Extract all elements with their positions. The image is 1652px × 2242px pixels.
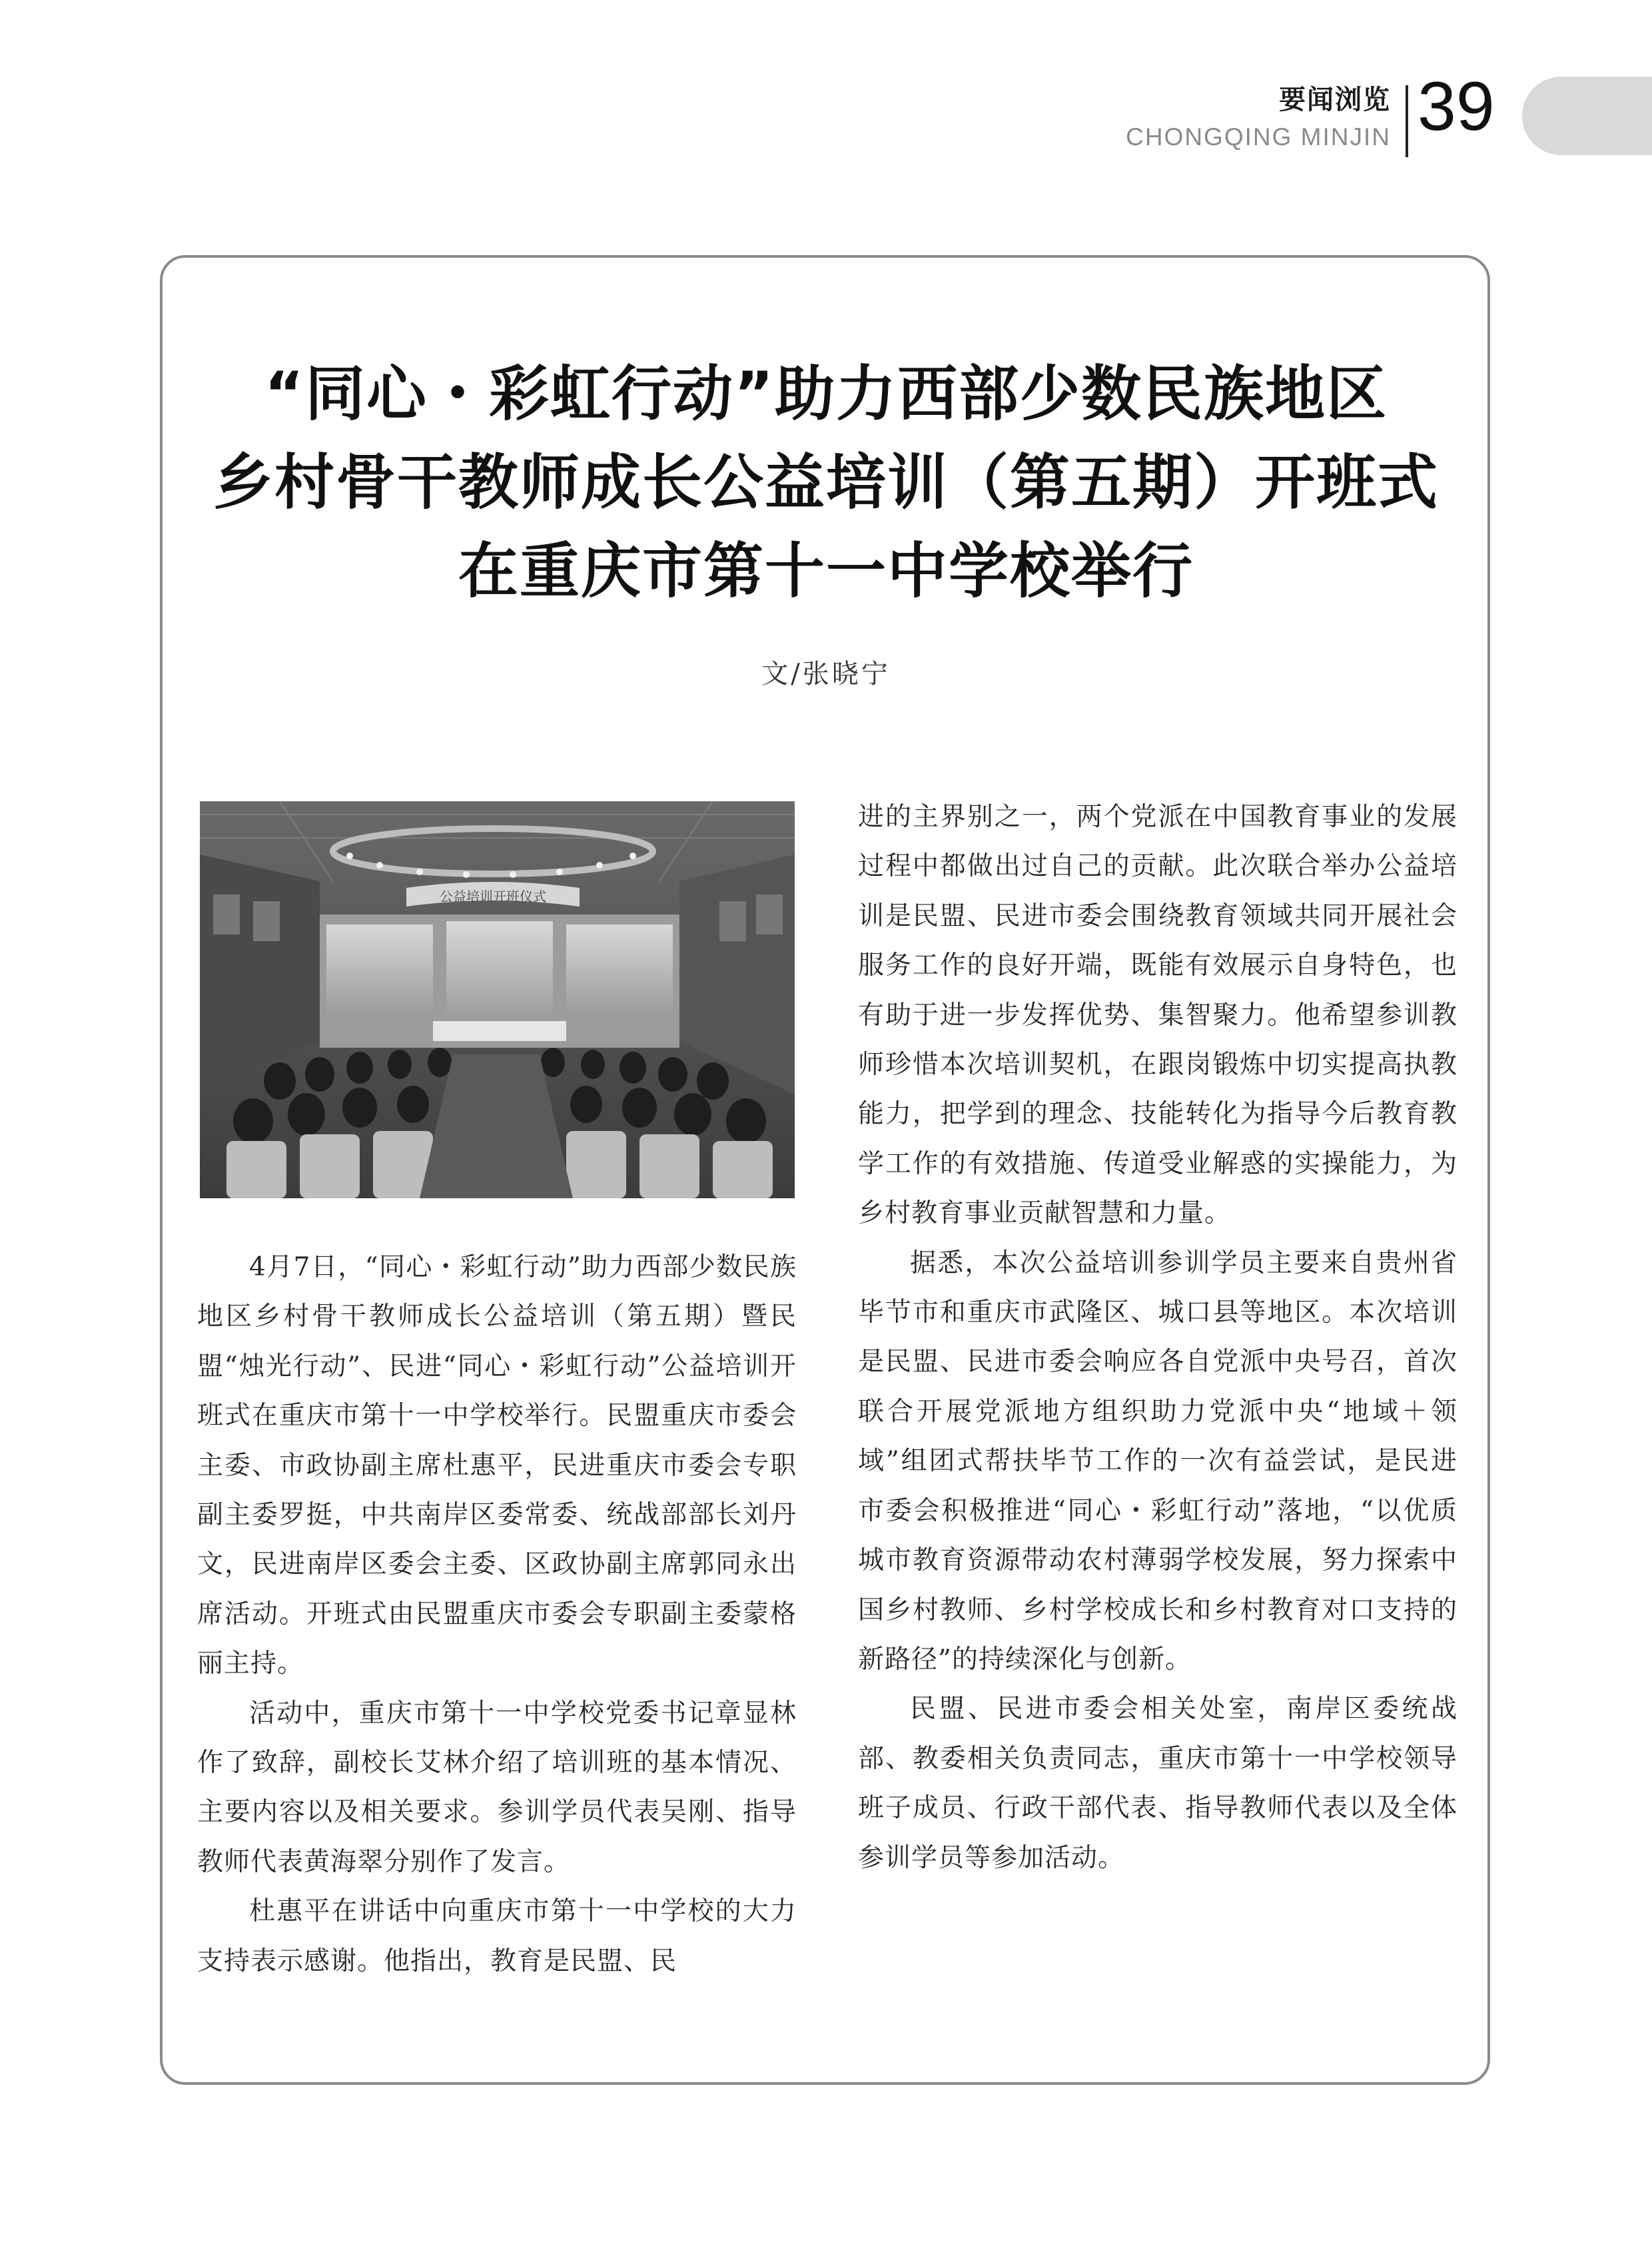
paragraph: 据悉，本次公益培训参训学员主要来自贵州省毕节市和重庆市武隆区、城口县等地区。本次培训是民盟、民进市委会响应各自党派中央号召，首次联合开展党派地方组织助力党派中央“地域＋领域”组团式帮扶毕节工作的一次有益尝试，是民进市委会积极推进“同心・彩虹行动”落地，“以优质城市教育资源带动农村薄弱学校发展，努力探索中国乡村教师、乡村学校成长和乡村教育对口支持的新路径”的持续深化与创新。 (858, 1248, 1457, 1675)
article-title (160, 350, 1492, 615)
title-line-1: “同心・彩虹行动”助力西部少数民族地区 (264, 359, 1388, 429)
title-line-3: 在重庆市第十一中学校举行 (458, 536, 1194, 606)
page-number: 39 (1418, 68, 1495, 145)
paragraph-continued: 进的主界别之一，两个党派在中国教育事业的发展过程中都做出过自己的贡献。此次联合举办公益培训是民盟、民进市委会围绕教育领域共同开展社会服务工作的良好开端，既能有效展示自身特色，也有助于进一步发挥优势、集智聚力。他希望参训教师珍惜本次培训契机，在跟岗锻炼中切实提高执教能力，把学到的理念、技能转化为指导今后教育教学工作的有效措施、传道受业解惑的实操能力，为乡村教育事业贡献智慧和力量。 (858, 802, 1457, 1229)
byline: 文/张晓宁 (761, 659, 891, 689)
header-divider (1406, 85, 1408, 157)
photo-banner-text: 公益培训开班仪式 (440, 889, 546, 905)
article-photo (200, 801, 795, 1198)
paragraph: 杜惠平在讲话中向重庆市第十一中学校的大力支持表示感谢。他指出，教育是民盟、民 (197, 1896, 797, 1976)
section-title: 要闻浏览 (1279, 85, 1391, 115)
right-column (858, 793, 1457, 1883)
paragraph: 4月7日，“同心・彩虹行动”助力西部少数民族地区乡村骨干教师成长公益培训（第五期）暨民盟“烛光行动”、民进“同心・彩虹行动”公益培训开班式在重庆市第十一中学校举行。民盟重庆市委会主委、市政协副主席杜惠平，民进重庆市委会专职副主委罗挺，中共南岸区委常委、统战部部长刘丹文，民进南岸区委会主委、区政协副主席郭同永出席活动。开班式由民盟重庆市委会专职副主委蒙格丽主持。 (197, 1252, 797, 1679)
section-subtitle: CHONGQING MINJIN (1126, 123, 1391, 151)
paragraph: 活动中，重庆市第十一中学校党委书记章显林作了致辞，副校长艾林介绍了培训班的基本情况、主要内容以及相关要求。参训学员代表吴刚、指导教师代表黄海翠分别作了发言。 (197, 1698, 797, 1877)
title-line-2: 乡村骨干教师成长公益培训（第五期）开班式 (213, 448, 1439, 518)
left-column (197, 1243, 797, 1986)
paragraph: 民盟、民进市委会相关处室，南岸区委统战部、教委相关负责同志，重庆市第十一中学校领导班子成员、行政干部代表、指导教师代表以及全体参训学员等参加活动。 (858, 1694, 1457, 1873)
page-tab-decoration (1522, 77, 1652, 155)
